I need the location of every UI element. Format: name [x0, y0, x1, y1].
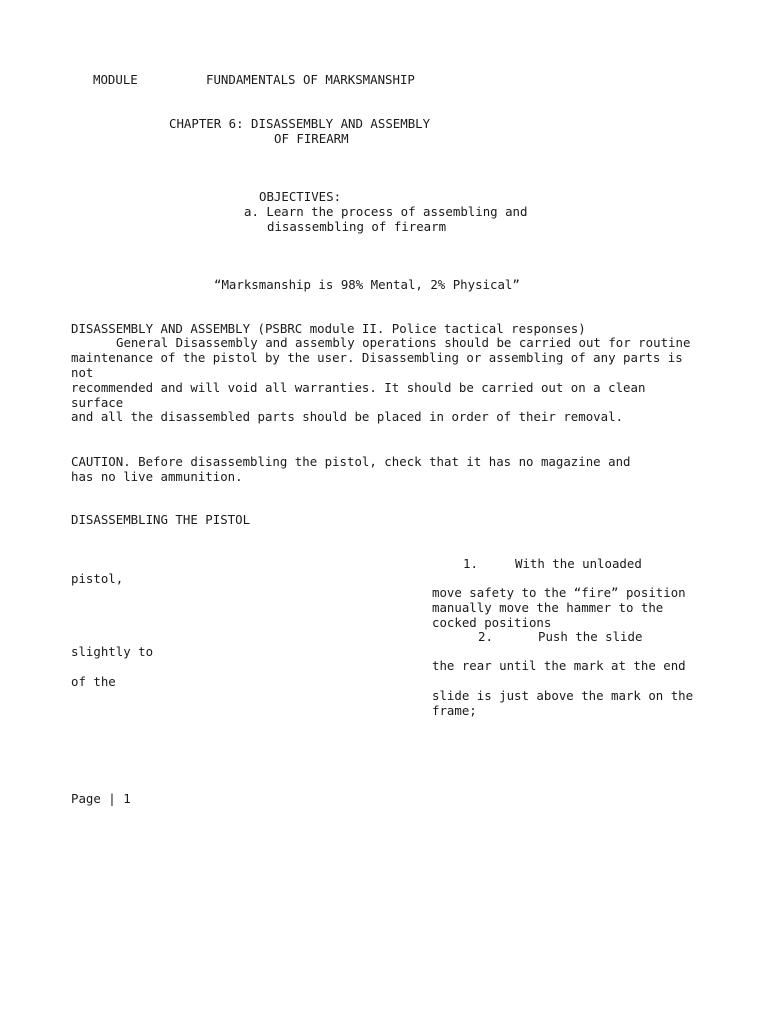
- step-2-text: Push the slide: [538, 629, 643, 644]
- step-1-text: With the unloaded: [515, 556, 642, 571]
- objectives-heading: OBJECTIVES:: [259, 189, 342, 204]
- step-1-line: move safety to the “fire” position: [432, 585, 686, 600]
- step-1-line: manually move the hammer to the: [432, 600, 664, 615]
- paragraph-line: maintenance of the pistol by the user. Disassembling or assembling of any parts is: [71, 350, 683, 365]
- step-2-wrap: slightly to: [71, 644, 154, 659]
- paragraph-line: General Disassembly and assembly operations should be carried out for routine: [116, 335, 691, 350]
- paragraph-line: surface: [71, 395, 124, 410]
- module-title: FUNDAMENTALS OF MARKSMANSHIP: [206, 72, 415, 87]
- module-label: MODULE: [93, 72, 138, 87]
- section-heading-disassembling-pistol: DISASSEMBLING THE PISTOL: [71, 512, 251, 527]
- paragraph-line: not: [71, 365, 94, 380]
- step-2-line: the rear until the mark at the end: [432, 658, 686, 673]
- page-number: Page | 1: [71, 791, 131, 806]
- step-2-number: 2.: [478, 629, 493, 644]
- step-2-line: frame;: [432, 703, 477, 718]
- quote: “Marksmanship is 98% Mental, 2% Physical”: [214, 277, 520, 292]
- step-1-number: 1.: [463, 556, 478, 571]
- step-2-line: slide is just above the mark on the: [432, 688, 694, 703]
- step-1-wrap: pistol,: [71, 571, 124, 586]
- chapter-title-line1: CHAPTER 6: DISASSEMBLY AND ASSEMBLY: [169, 116, 431, 131]
- objective-a-line1: a. Learn the process of assembling and: [244, 204, 528, 219]
- step-1-line: cocked positions: [432, 615, 552, 630]
- paragraph-line: recommended and will void all warranties. It should be carried out on a clean: [71, 380, 646, 395]
- section-heading-disassembly-assembly: DISASSEMBLY AND ASSEMBLY (PSBRC module II. Police tactical responses): [71, 321, 586, 336]
- paragraph-line: and all the disassembled parts should be placed in order of their removal.: [71, 409, 624, 424]
- caution-line2: has no live ammunition.: [71, 469, 243, 484]
- objective-a-line2: disassembling of firearm: [267, 219, 447, 234]
- caution-line1: CAUTION. Before disassembling the pistol, check that it has no magazine and: [71, 454, 631, 469]
- chapter-title-line2: OF FIREARM: [274, 131, 349, 146]
- step-2-wrap: of the: [71, 674, 116, 689]
